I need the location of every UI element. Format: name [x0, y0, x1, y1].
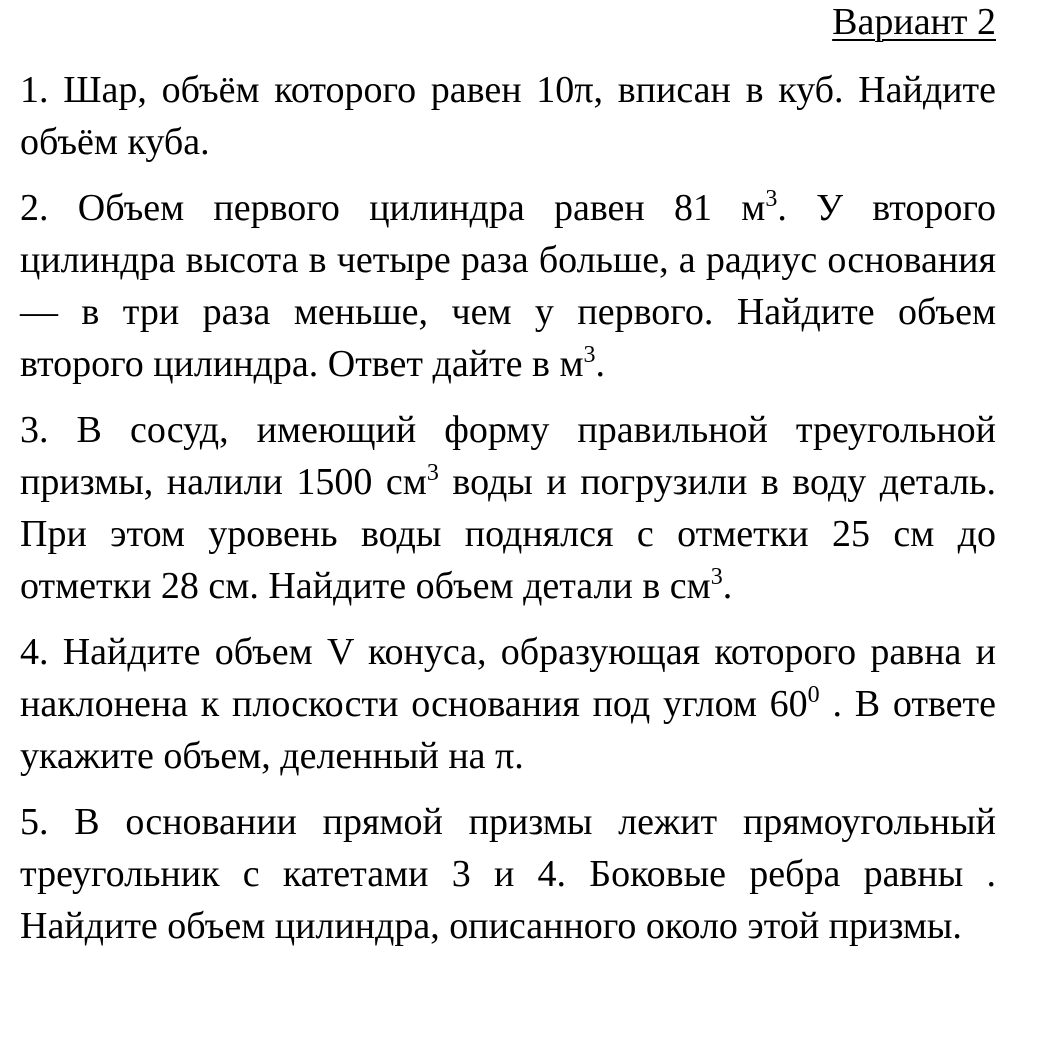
task-4-text-part2: . В ответе укажите объем, деленный на π. — [20, 683, 997, 777]
task-3-superscript-1: 3 — [426, 460, 439, 486]
variant-title: Вариант 2 — [832, 1, 996, 43]
task-2-superscript-2: 3 — [583, 342, 596, 368]
task-4-superscript-1: 0 — [807, 682, 820, 708]
task-3-text-part2: воды и погрузили в воду деталь. При этом уровень воды поднялся с отметки 25 см до отметки 28 см. Найдите объем детали в см — [20, 461, 996, 607]
task-1 — [20, 64, 996, 168]
task-2-text-part1: 2. Объем первого цилиндра равен 81 м — [20, 187, 766, 229]
task-2 — [20, 182, 996, 390]
task-4-text-part1: 4. Найдите объем V конуса, образующая которого равна и наклонена к плоскости основания под углом 60 — [20, 631, 996, 725]
task-5-text: 5. В основании прямой призмы лежит прямоугольный треугольник с катетами 3 и 4. Боковые ребра равны . Найдите объем цилиндра, описанного около этой призмы. — [20, 801, 996, 947]
worksheet-page — [20, 0, 996, 966]
task-3 — [20, 404, 996, 612]
variant-heading — [20, 0, 996, 44]
task-3-text-part1: 3. В сосуд, имеющий форму правильной треугольной призмы, налили 1500 см — [20, 409, 996, 503]
task-4 — [20, 626, 996, 782]
task-5 — [20, 796, 996, 952]
task-3-text-part3: . — [722, 565, 733, 607]
task-2-text-part3: . — [595, 343, 605, 385]
task-2-superscript-1: 3 — [765, 186, 778, 212]
task-2-text-part2: . У второго цилиндра высота в четыре раза больше, а радиус основания — в три раза меньше, чем у первого. Найдите объем второго цилиндра. Ответ дайте в м — [20, 187, 996, 385]
task-3-superscript-2: 3 — [710, 564, 723, 590]
task-1-text: 1. Шар, объём которого равен 10π, вписан в куб. Найдите объём куба. — [20, 69, 996, 163]
